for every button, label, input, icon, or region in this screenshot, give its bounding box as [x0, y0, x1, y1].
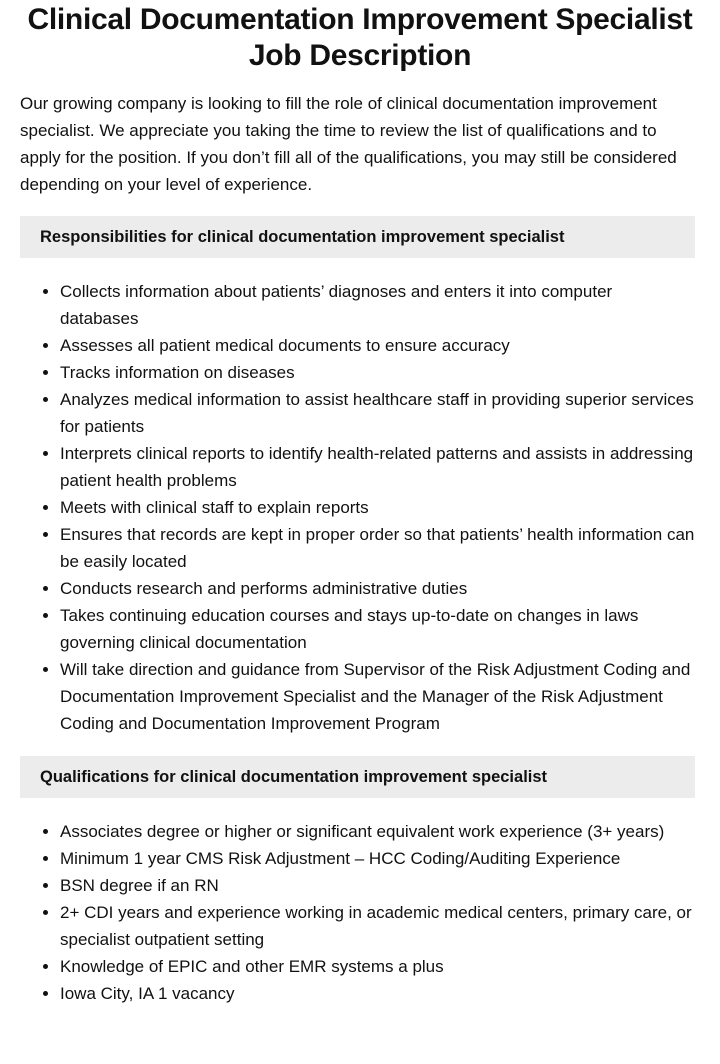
- list-item: • Iowa City, IA 1 vacancy: [60, 980, 695, 1007]
- list-item: • Collects information about patients’ diagnoses and enters it into computer databases: [60, 278, 695, 332]
- list-item: • Conducts research and performs administrative duties: [60, 575, 695, 602]
- list-item: • Takes continuing education courses and stays up-to-date on changes in laws governing clinical documentation: [60, 602, 695, 656]
- list-item: • Associates degree or higher or significant equivalent work experience (3+ years): [60, 818, 695, 845]
- responsibilities-heading: Responsibilities for clinical documentation improvement specialist: [20, 216, 695, 258]
- list-item: • Meets with clinical staff to explain reports: [60, 494, 695, 521]
- list-item: • Minimum 1 year CMS Risk Adjustment – HCC Coding/Auditing Experience: [60, 845, 695, 872]
- list-item: • Ensures that records are kept in proper order so that patients’ health information can be easily located: [60, 521, 695, 575]
- page-title: Clinical Documentation Improvement Specialist Job Description: [27, 3, 693, 72]
- list-item: • Assesses all patient medical documents to ensure accuracy: [60, 332, 695, 359]
- list-item: • Tracks information on diseases: [60, 359, 695, 386]
- intro-paragraph: Our growing company is looking to fill the role of clinical documentation improvement specialist. We appreciate you taking the time to review the list of qualifications and to apply for the position. If you don’t fill all of the qualifications, you may still be considered depending on your level of experience.: [20, 94, 677, 194]
- list-item: • Interprets clinical reports to identify health-related patterns and assists in addressing patient health problems: [60, 440, 695, 494]
- responsibilities-list: [20, 278, 695, 737]
- list-item: • Knowledge of EPIC and other EMR systems a plus: [60, 953, 695, 980]
- list-item: • 2+ CDI years and experience working in academic medical centers, primary care, or specialist outpatient setting: [60, 899, 695, 953]
- list-item: • Analyzes medical information to assist healthcare staff in providing superior services for patients: [60, 386, 695, 440]
- qualifications-heading: Qualifications for clinical documentation improvement specialist: [20, 756, 695, 798]
- list-item: • BSN degree if an RN: [60, 872, 695, 899]
- list-item: • Will take direction and guidance from Supervisor of the Risk Adjustment Coding and Documentation Improvement Specialist and the Manager of the Risk Adjustment Coding and Documentation Improvement Program: [60, 656, 695, 737]
- qualifications-list: [20, 818, 695, 1007]
